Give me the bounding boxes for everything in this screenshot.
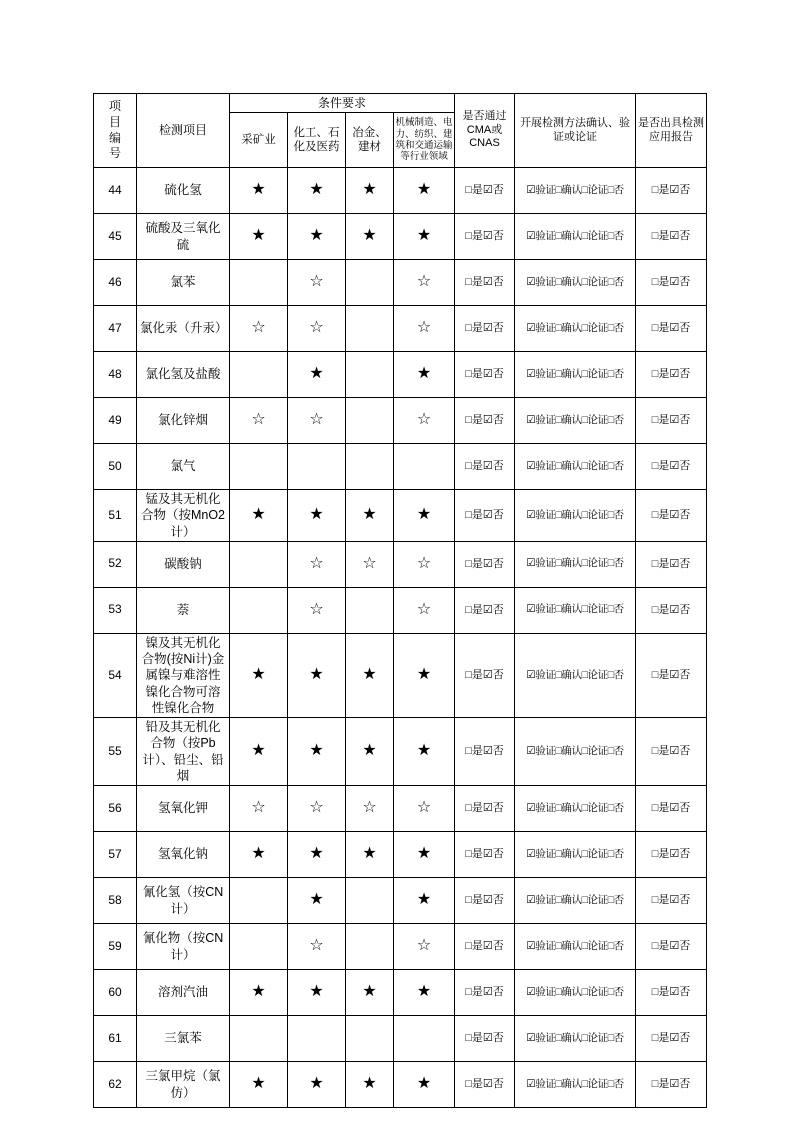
table-row [94, 168, 707, 214]
detection-item-cell: 氰化氢（按CN计） [137, 878, 230, 924]
star-cell-chemical: ★ [288, 214, 346, 260]
table-row [94, 878, 707, 924]
header-project-no-label: 项目编号 [108, 99, 121, 161]
project-number-cell: 44 [94, 168, 137, 214]
star-cell-metallurgy: ★ [346, 718, 394, 786]
star-cell-mining: ☆ [230, 306, 288, 352]
detection-item-cell: 铅及其无机化合物（按Pb计）、铅尘、铅烟 [137, 718, 230, 786]
cma-status-cell: □是☑否 [455, 398, 515, 444]
star-cell-metallurgy [346, 1016, 394, 1062]
star-cell-machinery: ★ [394, 718, 455, 786]
table-row [94, 490, 707, 542]
star-cell-machinery: ★ [394, 970, 455, 1016]
table-row [94, 786, 707, 832]
star-cell-mining: ☆ [230, 398, 288, 444]
detection-item-cell: 氯化汞（升汞） [137, 306, 230, 352]
cma-status-cell: □是☑否 [455, 924, 515, 970]
star-cell-mining: ★ [230, 718, 288, 786]
star-cell-chemical: ☆ [288, 587, 346, 633]
star-cell-machinery: ☆ [394, 260, 455, 306]
detection-item-cell: 氰化物（按CN计） [137, 924, 230, 970]
star-cell-chemical: ★ [288, 832, 346, 878]
cma-status-cell: □是☑否 [455, 352, 515, 398]
star-cell-machinery: ★ [394, 168, 455, 214]
cma-status-cell: □是☑否 [455, 718, 515, 786]
star-cell-metallurgy: ★ [346, 214, 394, 260]
star-cell-metallurgy: ★ [346, 633, 394, 717]
report-status-cell: □是☑否 [636, 924, 707, 970]
star-cell-metallurgy: ★ [346, 490, 394, 542]
star-cell-metallurgy [346, 306, 394, 352]
table-row [94, 214, 707, 260]
project-number-cell: 48 [94, 352, 137, 398]
star-cell-mining: ☆ [230, 786, 288, 832]
report-status-cell: □是☑否 [636, 832, 707, 878]
star-cell-mining: ★ [230, 168, 288, 214]
method-confirm-cell: ☑验证□确认□论证□否 [515, 1062, 636, 1108]
project-number-cell: 46 [94, 260, 137, 306]
cma-status-cell: □是☑否 [455, 587, 515, 633]
header-industry-chemical-pharma: 化工、石化及医药 [288, 113, 346, 168]
report-status-cell: □是☑否 [636, 970, 707, 1016]
header-industry-mining: 采矿业 [230, 113, 288, 168]
table-row [94, 718, 707, 786]
star-cell-mining: ★ [230, 832, 288, 878]
star-cell-machinery: ★ [394, 214, 455, 260]
report-status-cell: □是☑否 [636, 490, 707, 542]
method-confirm-cell: ☑验证□确认□论证□否 [515, 633, 636, 717]
star-cell-mining [230, 444, 288, 490]
star-cell-metallurgy [346, 352, 394, 398]
star-cell-chemical: ★ [288, 970, 346, 1016]
method-confirm-cell: ☑验证□确认□论证□否 [515, 587, 636, 633]
star-cell-machinery [394, 444, 455, 490]
star-cell-metallurgy [346, 924, 394, 970]
report-status-cell: □是☑否 [636, 168, 707, 214]
method-confirm-cell: ☑验证□确认□论证□否 [515, 878, 636, 924]
star-cell-machinery: ★ [394, 878, 455, 924]
star-cell-chemical: ☆ [288, 306, 346, 352]
table-row [94, 633, 707, 717]
report-status-cell: □是☑否 [636, 352, 707, 398]
star-cell-metallurgy: ★ [346, 1062, 394, 1108]
cma-status-cell: □是☑否 [455, 633, 515, 717]
star-cell-mining: ★ [230, 970, 288, 1016]
table-row [94, 1016, 707, 1062]
star-cell-mining [230, 1016, 288, 1062]
detection-item-cell: 三氯甲烷（氯仿） [137, 1062, 230, 1108]
star-cell-machinery: ★ [394, 633, 455, 717]
project-number-cell: 45 [94, 214, 137, 260]
table-row [94, 352, 707, 398]
detection-item-cell: 氯化氢及盐酸 [137, 352, 230, 398]
star-cell-chemical: ☆ [288, 541, 346, 587]
project-number-cell: 56 [94, 786, 137, 832]
table-row [94, 444, 707, 490]
report-status-cell: □是☑否 [636, 786, 707, 832]
detection-item-cell: 硫化氢 [137, 168, 230, 214]
star-cell-mining [230, 587, 288, 633]
report-status-cell: □是☑否 [636, 444, 707, 490]
star-cell-chemical: ☆ [288, 786, 346, 832]
report-status-cell: □是☑否 [636, 1016, 707, 1062]
table-row [94, 541, 707, 587]
method-confirm-cell: ☑验证□确认□论证□否 [515, 832, 636, 878]
project-number-cell: 60 [94, 970, 137, 1016]
report-status-cell: □是☑否 [636, 878, 707, 924]
method-confirm-cell: ☑验证□确认□论证□否 [515, 168, 636, 214]
detection-item-cell: 氢氧化钾 [137, 786, 230, 832]
detection-item-cell: 锰及其无机化合物（按MnO2计） [137, 490, 230, 542]
header-row-top [94, 94, 707, 113]
star-cell-machinery: ☆ [394, 786, 455, 832]
detection-item-cell: 溶剂汽油 [137, 970, 230, 1016]
cma-status-cell: □是☑否 [455, 786, 515, 832]
star-cell-mining: ★ [230, 633, 288, 717]
star-cell-machinery: ☆ [394, 398, 455, 444]
project-number-cell: 47 [94, 306, 137, 352]
detection-item-cell: 氯气 [137, 444, 230, 490]
star-cell-metallurgy: ☆ [346, 786, 394, 832]
cma-status-cell: □是☑否 [455, 1062, 515, 1108]
star-cell-chemical: ★ [288, 352, 346, 398]
header-project-no [94, 94, 137, 168]
star-cell-metallurgy [346, 398, 394, 444]
report-status-cell: □是☑否 [636, 214, 707, 260]
report-status-cell: □是☑否 [636, 260, 707, 306]
project-number-cell: 50 [94, 444, 137, 490]
star-cell-metallurgy [346, 587, 394, 633]
method-confirm-cell: ☑验证□确认□论证□否 [515, 718, 636, 786]
star-cell-machinery: ☆ [394, 587, 455, 633]
method-confirm-cell: ☑验证□确认□论证□否 [515, 786, 636, 832]
header-detection-item: 检测项目 [137, 94, 230, 168]
method-confirm-cell: ☑验证□确认□论证□否 [515, 352, 636, 398]
method-confirm-cell: ☑验证□确认□论证□否 [515, 970, 636, 1016]
star-cell-metallurgy [346, 878, 394, 924]
cma-status-cell: □是☑否 [455, 260, 515, 306]
report-status-cell: □是☑否 [636, 306, 707, 352]
project-number-cell: 54 [94, 633, 137, 717]
star-cell-chemical: ☆ [288, 260, 346, 306]
star-cell-metallurgy [346, 260, 394, 306]
star-cell-metallurgy [346, 444, 394, 490]
table-row [94, 1062, 707, 1108]
star-cell-mining [230, 352, 288, 398]
star-cell-chemical: ★ [288, 490, 346, 542]
star-cell-mining [230, 260, 288, 306]
detection-item-cell: 碳酸钠 [137, 541, 230, 587]
method-confirm-cell: ☑验证□确认□论证□否 [515, 214, 636, 260]
star-cell-chemical: ★ [288, 168, 346, 214]
detection-item-cell: 萘 [137, 587, 230, 633]
report-status-cell: □是☑否 [636, 541, 707, 587]
star-cell-mining: ★ [230, 1062, 288, 1108]
detection-item-cell: 氯化锌烟 [137, 398, 230, 444]
table-row [94, 260, 707, 306]
cma-status-cell: □是☑否 [455, 168, 515, 214]
detection-item-cell: 三氯苯 [137, 1016, 230, 1062]
report-status-cell: □是☑否 [636, 718, 707, 786]
table-row [94, 587, 707, 633]
detection-item-cell: 硫酸及三氧化硫 [137, 214, 230, 260]
star-cell-chemical [288, 1016, 346, 1062]
detection-item-cell: 镍及其无机化合物(按Ni计)金属镍与难溶性镍化合物可溶性镍化合物 [137, 633, 230, 717]
header-conditions: 条件要求 [230, 94, 455, 113]
cma-status-cell: □是☑否 [455, 306, 515, 352]
project-number-cell: 53 [94, 587, 137, 633]
method-confirm-cell: ☑验证□确认□论证□否 [515, 398, 636, 444]
cma-status-cell: □是☑否 [455, 444, 515, 490]
star-cell-chemical: ★ [288, 633, 346, 717]
cma-status-cell: □是☑否 [455, 970, 515, 1016]
header-industry-metallurgy-building: 冶金、建材 [346, 113, 394, 168]
header-method-confirm: 开展检测方法确认、验证或论证 [515, 94, 636, 168]
star-cell-mining: ★ [230, 490, 288, 542]
project-number-cell: 62 [94, 1062, 137, 1108]
report-status-cell: □是☑否 [636, 587, 707, 633]
report-status-cell: □是☑否 [636, 1062, 707, 1108]
cma-status-cell: □是☑否 [455, 832, 515, 878]
cma-status-cell: □是☑否 [455, 878, 515, 924]
cma-status-cell: □是☑否 [455, 541, 515, 587]
header-cma-cnas: 是否通过CMA或CNAS [455, 94, 515, 168]
star-cell-machinery: ★ [394, 1062, 455, 1108]
star-cell-chemical: ★ [288, 878, 346, 924]
table-row [94, 970, 707, 1016]
project-number-cell: 58 [94, 878, 137, 924]
detection-items-table [93, 93, 707, 1108]
method-confirm-cell: ☑验证□确认□论证□否 [515, 924, 636, 970]
cma-status-cell: □是☑否 [455, 1016, 515, 1062]
star-cell-metallurgy: ☆ [346, 541, 394, 587]
star-cell-chemical: ☆ [288, 398, 346, 444]
project-number-cell: 59 [94, 924, 137, 970]
star-cell-machinery: ☆ [394, 306, 455, 352]
project-number-cell: 57 [94, 832, 137, 878]
star-cell-metallurgy: ★ [346, 970, 394, 1016]
table-row [94, 306, 707, 352]
table-row [94, 924, 707, 970]
report-status-cell: □是☑否 [636, 633, 707, 717]
project-number-cell: 51 [94, 490, 137, 542]
table-row [94, 832, 707, 878]
method-confirm-cell: ☑验证□确认□论证□否 [515, 1016, 636, 1062]
star-cell-machinery: ☆ [394, 541, 455, 587]
star-cell-metallurgy: ★ [346, 168, 394, 214]
method-confirm-cell: ☑验证□确认□论证□否 [515, 306, 636, 352]
project-number-cell: 61 [94, 1016, 137, 1062]
star-cell-metallurgy: ★ [346, 832, 394, 878]
project-number-cell: 49 [94, 398, 137, 444]
method-confirm-cell: ☑验证□确认□论证□否 [515, 490, 636, 542]
header-report: 是否出具检测应用报告 [636, 94, 707, 168]
star-cell-machinery: ★ [394, 490, 455, 542]
method-confirm-cell: ☑验证□确认□论证□否 [515, 260, 636, 306]
star-cell-mining [230, 878, 288, 924]
detection-item-cell: 氢氧化钠 [137, 832, 230, 878]
table-row [94, 398, 707, 444]
star-cell-machinery [394, 1016, 455, 1062]
detection-item-cell: 氯苯 [137, 260, 230, 306]
star-cell-machinery: ☆ [394, 924, 455, 970]
star-cell-machinery: ★ [394, 352, 455, 398]
star-cell-chemical: ☆ [288, 924, 346, 970]
star-cell-mining [230, 924, 288, 970]
project-number-cell: 52 [94, 541, 137, 587]
cma-status-cell: □是☑否 [455, 214, 515, 260]
star-cell-chemical: ★ [288, 1062, 346, 1108]
project-number-cell: 55 [94, 718, 137, 786]
cma-status-cell: □是☑否 [455, 490, 515, 542]
star-cell-mining [230, 541, 288, 587]
method-confirm-cell: ☑验证□确认□论证□否 [515, 444, 636, 490]
star-cell-machinery: ★ [394, 832, 455, 878]
star-cell-mining: ★ [230, 214, 288, 260]
method-confirm-cell: ☑验证□确认□论证□否 [515, 541, 636, 587]
star-cell-chemical [288, 444, 346, 490]
header-industry-machinery-power-textile: 机械制造、电力、纺织、建筑和交通运输等行业领域 [394, 113, 455, 168]
star-cell-chemical: ★ [288, 718, 346, 786]
report-status-cell: □是☑否 [636, 398, 707, 444]
